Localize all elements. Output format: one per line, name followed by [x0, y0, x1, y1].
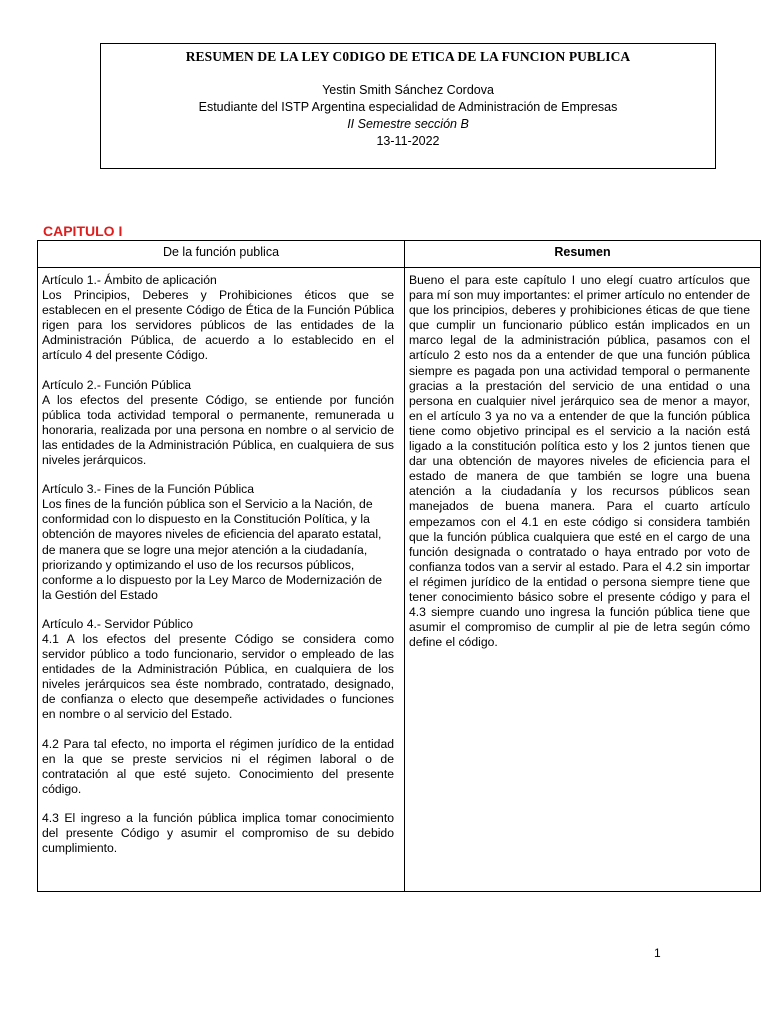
articles-cell — [42, 273, 394, 870]
article-2 — [42, 378, 394, 469]
summary-cell: Bueno el para este capítulo I uno elegí cuatro artículos que para mí son muy importantes: el primer artículo no entender de que los principios, deberes y prohibiciones éticas de que tiene que cumplir un funcionario público están implicados en un marco legal de la administración pública, pasamos con el artículo 2 esto nos da a entender de que una función pública siempre es pagada pon una actividad temporal o permanente gracias a la prestación del servicio de una entidad o una persona en cualquier nivel jerárquico sea de menor a mayor, en el artículo 3 ya no va a entender de que la función pública tiene como objetivo principal es el servicio a la nación está ligado a la constitución política esto y los 2 juntos tienen que dar una obtención de mayores niveles de eficiencia para el estado de manera de que también se logre una buena atención a la ciudadanía y los recursos públicos sean manejados de buena manera. Para el cuarto artículo empezamos con el 4.1 en este código si considera también que la función pública cualquiera que esté en el cargo de una función designada o contratado o haya entrado por voto de confianza todos van a servir al estado. Para el 4.2 sin importar el régimen jurídico de la entidad o persona siempre tiene que tener conocimiento básico sobre el presente código y para el 4.3 siempre cuando uno ingresa la función pública tiene que asumir el compromiso de cumplir al pie de letra según cómo define el código. — [409, 273, 750, 650]
header-row-divider — [38, 267, 760, 268]
article-title: Artículo 1.- Ámbito de aplicación — [42, 273, 217, 287]
author-role: Estudiante del ISTP Argentina especialidad de Administración de Empresas — [198, 100, 618, 114]
content-table — [37, 240, 761, 892]
article-body: 4.1 A los efectos del presente Código se considera como servidor público a todo funcionario, servidor o empleado de las entidades de la Administración Pública, en cualquiera de los niveles jerárquicos sea éste nombrado, contratado, designado, de confianza o electo que desempeñe actividades o funciones en nombre o al servicio del Estado. — [42, 631, 394, 722]
column-header-function: De la función publica — [162, 245, 280, 259]
article-title: Artículo 3.- Fines de la Función Pública — [42, 482, 255, 497]
author-name: Yestin Smith Sánchez Cordova — [322, 83, 494, 97]
article-3 — [42, 482, 394, 603]
article-4 — [42, 617, 394, 723]
chapter-heading: CAPITULO I — [43, 223, 123, 239]
article-4-3: 4.3 El ingreso a la función pública implica tomar conocimiento del presente Código y asumir el compromiso de su debido cumplimiento. — [42, 810, 394, 856]
page-number: 1 — [654, 946, 661, 960]
semester: II Semestre sección B — [347, 117, 469, 131]
header-box — [100, 43, 716, 169]
article-4-2: 4.2 Para tal efecto, no importa el régimen jurídico de la entidad en la que se preste servicios ni el régimen laboral o de contratación al que esté sujeto. Conocimiento del presente código. — [42, 736, 394, 796]
article-body: Los fines de la función pública son el Servicio a la Nación, de conformidad con lo dispuesto en la Constitución Política, y la obtención de mayores niveles de eficiencia del aparato estatal, de manera que se logre una mejor atención a la ciudadanía, priorizando y optimizando el uso de los recursos públicos, conforme a lo dispuesto por la Ley Marco de Modernización de la Gestión del Estado — [42, 497, 383, 602]
document-title: RESUMEN DE LA LEY C0DIGO DE ETICA DE LA FUNCION PUBLICA — [185, 49, 631, 64]
article-title: Artículo 2.- Función Pública — [42, 377, 192, 392]
article-body: A los efectos del presente Código, se entiende por función pública toda actividad temporal o permanente, remunerada u honoraria, realizada por una persona en nombre o al servicio de las entidades de la Administración Pública, en cualquiera de sus niveles jerárquicos. — [42, 392, 394, 468]
article-body: Los Principios, Deberes y Prohibiciones éticos que se establecen en el presente Código de Ética de la Función Pública rigen para los servidores públicos de las entidades de la Administración Pública, de acuerdo a lo establecido en el artículo 4 del presente Código. — [42, 288, 394, 363]
document-date: 13-11-2022 — [376, 134, 440, 148]
article-title: Artículo 4.- Servidor Público — [42, 616, 194, 631]
column-header-summary: Resumen — [554, 245, 611, 259]
article-1 — [42, 273, 394, 364]
column-divider — [404, 241, 405, 891]
